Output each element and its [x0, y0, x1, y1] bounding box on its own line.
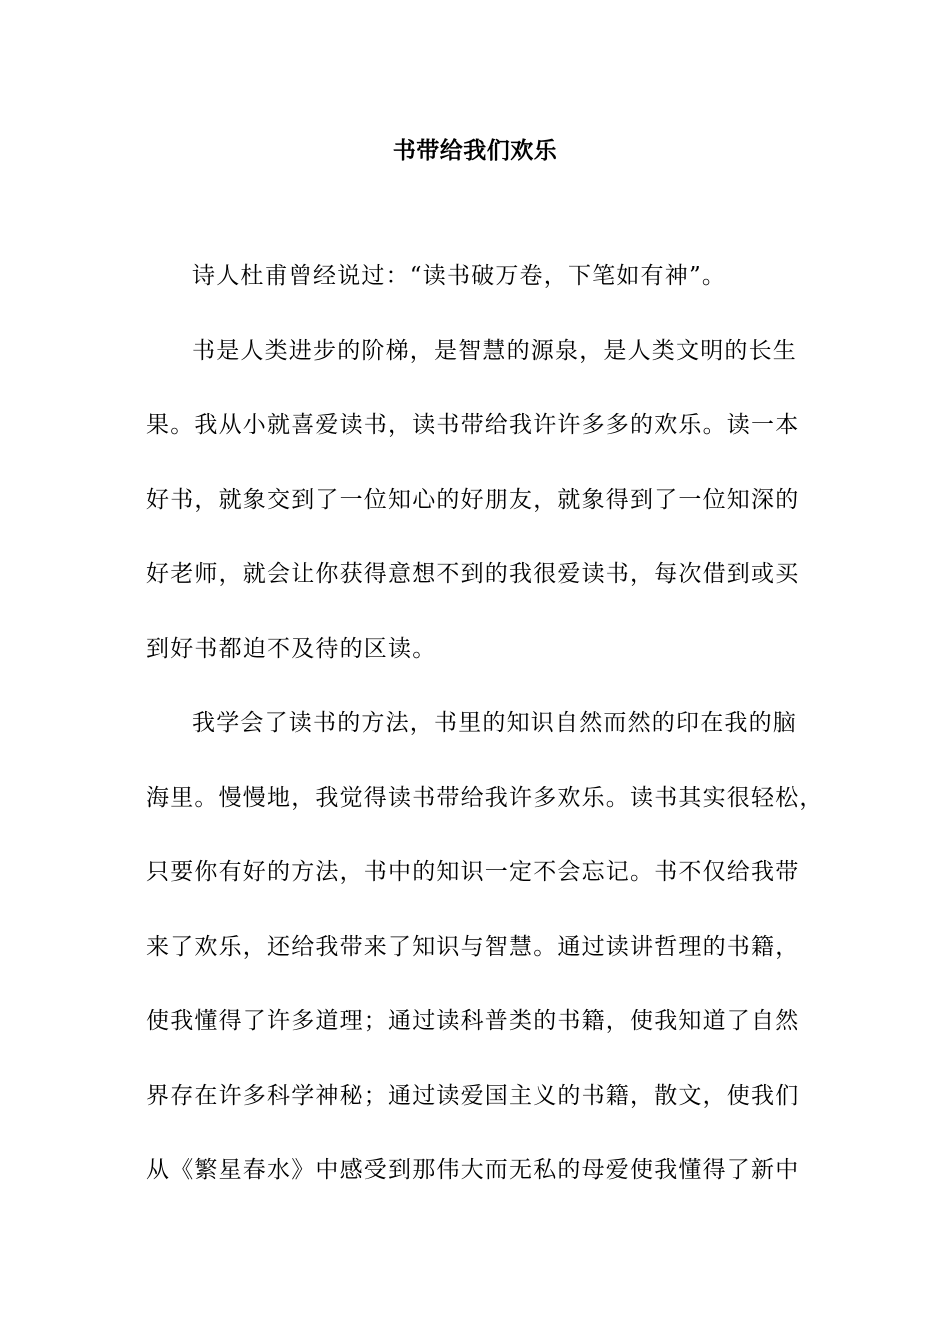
paragraph-2-line-1: 书是人类进步的阶梯，是智慧的源泉，是人类文明的长生	[192, 338, 797, 364]
paragraph-3-line-7: 从《繁星春水》中感受到那伟大而无私的母爱使我懂得了新中	[146, 1157, 800, 1183]
paragraph-3-line-6: 界存在许多科学神秘；通过读爱国主义的书籍，散文，使我们	[146, 1083, 800, 1109]
paragraph-3-line-1: 我学会了读书的方法，书里的知识自然而然的印在我的脑	[192, 710, 797, 736]
paragraph-3-line-3: 只要你有好的方法，书中的知识一定不会忘记。书不仅给我带	[146, 859, 800, 885]
paragraph-2-line-4: 好老师，就会让你获得意想不到的我很爱读书，每次借到或买	[146, 561, 800, 587]
document-title: 书带给我们欢乐	[392, 137, 558, 164]
paragraph-2-line-5: 到好书都迫不及待的区读。	[146, 636, 437, 662]
paragraph-2-line-2: 果。我从小就喜爱读书，读书带给我许许多多的欢乐。读一本	[146, 412, 800, 438]
paragraph-3-line-5: 使我懂得了许多道理；通过读科普类的书籍，使我知道了自然	[146, 1008, 800, 1034]
paragraph-3-line-4: 来了欢乐，还给我带来了知识与智慧。通过读讲哲理的书籍，	[146, 934, 800, 960]
paragraph-3-line-2: 海里。慢慢地，我觉得读书带给我许多欢乐。读书其实很轻松，	[146, 785, 824, 811]
paragraph-2-line-3: 好书，就象交到了一位知心的好朋友，就象得到了一位知深的	[146, 487, 800, 513]
paragraph-1-line-1: 诗人杜甫曾经说过：“读书破万卷，下笔如有神”。	[192, 263, 727, 289]
